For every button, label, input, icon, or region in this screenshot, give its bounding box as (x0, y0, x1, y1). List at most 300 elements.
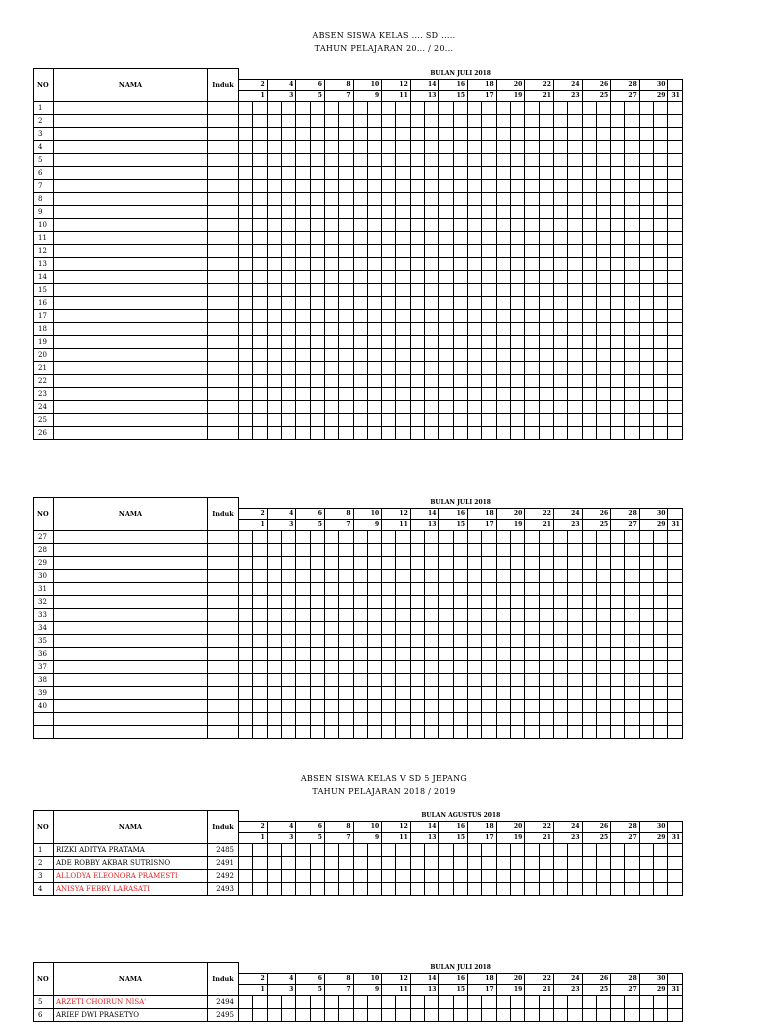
attendance-cell[interactable] (382, 1008, 396, 1021)
attendance-cell[interactable] (425, 1008, 439, 1021)
attendance-cell[interactable] (353, 856, 367, 869)
attendance-cell[interactable] (310, 647, 324, 660)
attendance-cell[interactable] (582, 140, 596, 153)
attendance-cell[interactable] (639, 244, 653, 257)
attendance-cell[interactable] (296, 621, 310, 634)
attendance-cell[interactable] (625, 426, 639, 439)
attendance-cell[interactable] (625, 530, 639, 543)
attendance-cell[interactable] (410, 309, 424, 322)
attendance-cell[interactable] (482, 309, 496, 322)
attendance-cell[interactable] (582, 179, 596, 192)
attendance-cell[interactable] (510, 882, 524, 895)
attendance-cell[interactable] (510, 335, 524, 348)
attendance-cell[interactable] (339, 218, 353, 231)
attendance-cell[interactable] (468, 426, 482, 439)
attendance-cell[interactable] (439, 153, 453, 166)
attendance-cell[interactable] (281, 231, 295, 244)
attendance-cell[interactable] (239, 335, 253, 348)
attendance-cell[interactable] (611, 335, 625, 348)
attendance-cell[interactable] (239, 530, 253, 543)
attendance-cell[interactable] (281, 283, 295, 296)
attendance-cell[interactable] (639, 530, 653, 543)
attendance-cell[interactable] (396, 712, 410, 725)
attendance-cell[interactable] (339, 114, 353, 127)
attendance-cell[interactable] (525, 530, 539, 543)
attendance-cell[interactable] (410, 361, 424, 374)
attendance-cell[interactable] (410, 882, 424, 895)
attendance-cell[interactable] (310, 595, 324, 608)
attendance-cell[interactable] (582, 400, 596, 413)
attendance-cell[interactable] (553, 114, 567, 127)
attendance-cell[interactable] (425, 348, 439, 361)
attendance-cell[interactable] (296, 712, 310, 725)
attendance-cell[interactable] (439, 634, 453, 647)
attendance-cell[interactable] (367, 348, 381, 361)
attendance-cell[interactable] (296, 231, 310, 244)
attendance-cell[interactable] (425, 101, 439, 114)
attendance-cell[interactable] (496, 127, 510, 140)
attendance-cell[interactable] (553, 647, 567, 660)
attendance-cell[interactable] (582, 686, 596, 699)
attendance-cell[interactable] (439, 647, 453, 660)
attendance-cell[interactable] (267, 621, 281, 634)
attendance-cell[interactable] (482, 179, 496, 192)
attendance-cell[interactable] (324, 270, 338, 283)
attendance-cell[interactable] (310, 869, 324, 882)
attendance-cell[interactable] (453, 699, 467, 712)
attendance-cell[interactable] (239, 309, 253, 322)
attendance-cell[interactable] (425, 231, 439, 244)
attendance-cell[interactable] (568, 426, 582, 439)
attendance-cell[interactable] (324, 634, 338, 647)
attendance-cell[interactable] (339, 725, 353, 738)
attendance-cell[interactable] (396, 179, 410, 192)
attendance-cell[interactable] (281, 309, 295, 322)
attendance-cell[interactable] (539, 101, 553, 114)
attendance-cell[interactable] (281, 995, 295, 1008)
attendance-cell[interactable] (410, 283, 424, 296)
attendance-cell[interactable] (267, 400, 281, 413)
attendance-cell[interactable] (625, 556, 639, 569)
attendance-cell[interactable] (239, 595, 253, 608)
attendance-cell[interactable] (639, 686, 653, 699)
attendance-cell[interactable] (382, 257, 396, 270)
attendance-cell[interactable] (496, 686, 510, 699)
attendance-cell[interactable] (339, 556, 353, 569)
attendance-cell[interactable] (324, 543, 338, 556)
attendance-cell[interactable] (510, 322, 524, 335)
attendance-cell[interactable] (496, 647, 510, 660)
attendance-cell[interactable] (239, 882, 253, 895)
attendance-cell[interactable] (267, 595, 281, 608)
attendance-cell[interactable] (382, 205, 396, 218)
attendance-cell[interactable] (568, 192, 582, 205)
attendance-cell[interactable] (239, 725, 253, 738)
attendance-cell[interactable] (324, 296, 338, 309)
attendance-cell[interactable] (239, 153, 253, 166)
attendance-cell[interactable] (468, 582, 482, 595)
attendance-cell[interactable] (654, 608, 668, 621)
attendance-cell[interactable] (339, 335, 353, 348)
attendance-cell[interactable] (654, 647, 668, 660)
attendance-cell[interactable] (453, 426, 467, 439)
attendance-cell[interactable] (525, 608, 539, 621)
attendance-cell[interactable] (496, 322, 510, 335)
attendance-cell[interactable] (496, 1008, 510, 1021)
attendance-cell[interactable] (596, 843, 610, 856)
attendance-cell[interactable] (582, 608, 596, 621)
attendance-cell[interactable] (425, 309, 439, 322)
attendance-cell[interactable] (324, 283, 338, 296)
attendance-cell[interactable] (553, 660, 567, 673)
attendance-cell[interactable] (439, 556, 453, 569)
attendance-cell[interactable] (510, 361, 524, 374)
attendance-cell[interactable] (668, 153, 682, 166)
attendance-cell[interactable] (367, 582, 381, 595)
attendance-cell[interactable] (539, 270, 553, 283)
attendance-cell[interactable] (482, 270, 496, 283)
attendance-cell[interactable] (611, 634, 625, 647)
attendance-cell[interactable] (625, 257, 639, 270)
attendance-cell[interactable] (639, 413, 653, 426)
attendance-cell[interactable] (654, 127, 668, 140)
attendance-cell[interactable] (267, 725, 281, 738)
attendance-cell[interactable] (639, 543, 653, 556)
attendance-cell[interactable] (367, 114, 381, 127)
attendance-cell[interactable] (496, 699, 510, 712)
attendance-cell[interactable] (382, 413, 396, 426)
attendance-cell[interactable] (410, 296, 424, 309)
attendance-cell[interactable] (324, 882, 338, 895)
attendance-cell[interactable] (339, 595, 353, 608)
attendance-cell[interactable] (239, 231, 253, 244)
attendance-cell[interactable] (639, 556, 653, 569)
attendance-cell[interactable] (367, 192, 381, 205)
attendance-cell[interactable] (510, 725, 524, 738)
attendance-cell[interactable] (310, 296, 324, 309)
attendance-cell[interactable] (382, 231, 396, 244)
attendance-cell[interactable] (382, 309, 396, 322)
attendance-cell[interactable] (396, 673, 410, 686)
attendance-cell[interactable] (281, 244, 295, 257)
attendance-cell[interactable] (239, 192, 253, 205)
attendance-cell[interactable] (539, 322, 553, 335)
attendance-cell[interactable] (310, 995, 324, 1008)
attendance-cell[interactable] (439, 244, 453, 257)
attendance-cell[interactable] (425, 270, 439, 283)
attendance-cell[interactable] (239, 869, 253, 882)
attendance-cell[interactable] (525, 270, 539, 283)
attendance-cell[interactable] (510, 179, 524, 192)
attendance-cell[interactable] (496, 205, 510, 218)
attendance-cell[interactable] (382, 869, 396, 882)
attendance-cell[interactable] (639, 621, 653, 634)
attendance-cell[interactable] (367, 556, 381, 569)
attendance-cell[interactable] (267, 608, 281, 621)
attendance-cell[interactable] (553, 426, 567, 439)
attendance-cell[interactable] (539, 114, 553, 127)
attendance-cell[interactable] (281, 660, 295, 673)
attendance-cell[interactable] (553, 140, 567, 153)
attendance-cell[interactable] (353, 205, 367, 218)
attendance-cell[interactable] (253, 686, 267, 699)
attendance-cell[interactable] (310, 257, 324, 270)
attendance-cell[interactable] (568, 582, 582, 595)
attendance-cell[interactable] (654, 114, 668, 127)
attendance-cell[interactable] (281, 582, 295, 595)
attendance-cell[interactable] (296, 556, 310, 569)
attendance-cell[interactable] (553, 205, 567, 218)
attendance-cell[interactable] (553, 856, 567, 869)
attendance-cell[interactable] (553, 400, 567, 413)
attendance-cell[interactable] (281, 374, 295, 387)
attendance-cell[interactable] (510, 348, 524, 361)
attendance-cell[interactable] (496, 179, 510, 192)
attendance-cell[interactable] (324, 348, 338, 361)
attendance-cell[interactable] (553, 322, 567, 335)
attendance-cell[interactable] (668, 995, 682, 1008)
attendance-cell[interactable] (596, 270, 610, 283)
attendance-cell[interactable] (410, 231, 424, 244)
attendance-cell[interactable] (396, 843, 410, 856)
attendance-cell[interactable] (510, 686, 524, 699)
attendance-cell[interactable] (324, 1008, 338, 1021)
attendance-cell[interactable] (468, 543, 482, 556)
attendance-cell[interactable] (425, 205, 439, 218)
attendance-cell[interactable] (510, 843, 524, 856)
attendance-cell[interactable] (539, 127, 553, 140)
attendance-cell[interactable] (425, 179, 439, 192)
attendance-cell[interactable] (539, 348, 553, 361)
attendance-cell[interactable] (324, 153, 338, 166)
attendance-cell[interactable] (239, 296, 253, 309)
attendance-cell[interactable] (654, 869, 668, 882)
attendance-cell[interactable] (353, 556, 367, 569)
attendance-cell[interactable] (668, 569, 682, 582)
attendance-cell[interactable] (296, 270, 310, 283)
attendance-cell[interactable] (510, 699, 524, 712)
attendance-cell[interactable] (310, 179, 324, 192)
attendance-cell[interactable] (468, 995, 482, 1008)
attendance-cell[interactable] (539, 140, 553, 153)
attendance-cell[interactable] (625, 995, 639, 1008)
attendance-cell[interactable] (611, 231, 625, 244)
attendance-cell[interactable] (253, 608, 267, 621)
attendance-cell[interactable] (539, 686, 553, 699)
attendance-cell[interactable] (468, 1008, 482, 1021)
attendance-cell[interactable] (439, 283, 453, 296)
attendance-cell[interactable] (339, 127, 353, 140)
attendance-cell[interactable] (439, 856, 453, 869)
attendance-cell[interactable] (539, 530, 553, 543)
attendance-cell[interactable] (668, 244, 682, 257)
attendance-cell[interactable] (353, 673, 367, 686)
attendance-cell[interactable] (410, 270, 424, 283)
attendance-cell[interactable] (596, 205, 610, 218)
attendance-cell[interactable] (281, 166, 295, 179)
attendance-cell[interactable] (339, 634, 353, 647)
attendance-cell[interactable] (396, 686, 410, 699)
attendance-cell[interactable] (482, 882, 496, 895)
attendance-cell[interactable] (611, 660, 625, 673)
attendance-cell[interactable] (539, 153, 553, 166)
attendance-cell[interactable] (568, 686, 582, 699)
attendance-cell[interactable] (639, 673, 653, 686)
attendance-cell[interactable] (410, 869, 424, 882)
attendance-cell[interactable] (496, 309, 510, 322)
attendance-cell[interactable] (239, 127, 253, 140)
attendance-cell[interactable] (568, 595, 582, 608)
attendance-cell[interactable] (425, 556, 439, 569)
attendance-cell[interactable] (654, 231, 668, 244)
attendance-cell[interactable] (439, 995, 453, 1008)
attendance-cell[interactable] (553, 673, 567, 686)
attendance-cell[interactable] (510, 869, 524, 882)
attendance-cell[interactable] (410, 257, 424, 270)
attendance-cell[interactable] (525, 335, 539, 348)
attendance-cell[interactable] (468, 387, 482, 400)
attendance-cell[interactable] (296, 699, 310, 712)
attendance-cell[interactable] (468, 673, 482, 686)
attendance-cell[interactable] (239, 283, 253, 296)
attendance-cell[interactable] (267, 348, 281, 361)
attendance-cell[interactable] (367, 621, 381, 634)
attendance-cell[interactable] (654, 244, 668, 257)
attendance-cell[interactable] (525, 387, 539, 400)
attendance-cell[interactable] (425, 283, 439, 296)
attendance-cell[interactable] (568, 608, 582, 621)
attendance-cell[interactable] (267, 244, 281, 257)
attendance-cell[interactable] (582, 244, 596, 257)
attendance-cell[interactable] (611, 348, 625, 361)
attendance-cell[interactable] (353, 101, 367, 114)
attendance-cell[interactable] (468, 595, 482, 608)
attendance-cell[interactable] (382, 660, 396, 673)
attendance-cell[interactable] (482, 192, 496, 205)
attendance-cell[interactable] (510, 205, 524, 218)
attendance-cell[interactable] (253, 995, 267, 1008)
attendance-cell[interactable] (539, 205, 553, 218)
attendance-cell[interactable] (654, 218, 668, 231)
attendance-cell[interactable] (453, 634, 467, 647)
attendance-cell[interactable] (668, 205, 682, 218)
attendance-cell[interactable] (510, 995, 524, 1008)
attendance-cell[interactable] (296, 843, 310, 856)
attendance-cell[interactable] (482, 231, 496, 244)
attendance-cell[interactable] (639, 283, 653, 296)
attendance-cell[interactable] (267, 166, 281, 179)
attendance-cell[interactable] (267, 218, 281, 231)
attendance-cell[interactable] (281, 882, 295, 895)
attendance-cell[interactable] (367, 673, 381, 686)
attendance-cell[interactable] (439, 569, 453, 582)
attendance-cell[interactable] (639, 647, 653, 660)
attendance-cell[interactable] (668, 218, 682, 231)
attendance-cell[interactable] (267, 296, 281, 309)
attendance-cell[interactable] (339, 869, 353, 882)
attendance-cell[interactable] (281, 192, 295, 205)
attendance-cell[interactable] (281, 127, 295, 140)
attendance-cell[interactable] (296, 218, 310, 231)
attendance-cell[interactable] (596, 140, 610, 153)
attendance-cell[interactable] (668, 621, 682, 634)
attendance-cell[interactable] (410, 426, 424, 439)
attendance-cell[interactable] (310, 322, 324, 335)
attendance-cell[interactable] (582, 869, 596, 882)
attendance-cell[interactable] (668, 856, 683, 869)
attendance-cell[interactable] (639, 270, 653, 283)
attendance-cell[interactable] (625, 192, 639, 205)
attendance-cell[interactable] (296, 426, 310, 439)
attendance-cell[interactable] (296, 400, 310, 413)
attendance-cell[interactable] (596, 179, 610, 192)
attendance-cell[interactable] (568, 647, 582, 660)
attendance-cell[interactable] (553, 101, 567, 114)
attendance-cell[interactable] (654, 843, 668, 856)
attendance-cell[interactable] (510, 543, 524, 556)
attendance-cell[interactable] (281, 556, 295, 569)
attendance-cell[interactable] (324, 647, 338, 660)
attendance-cell[interactable] (525, 673, 539, 686)
attendance-cell[interactable] (510, 114, 524, 127)
attendance-cell[interactable] (611, 995, 625, 1008)
attendance-cell[interactable] (439, 218, 453, 231)
attendance-cell[interactable] (639, 127, 653, 140)
attendance-cell[interactable] (439, 712, 453, 725)
attendance-cell[interactable] (453, 309, 467, 322)
attendance-cell[interactable] (296, 335, 310, 348)
attendance-cell[interactable] (453, 543, 467, 556)
attendance-cell[interactable] (239, 257, 253, 270)
attendance-cell[interactable] (410, 179, 424, 192)
attendance-cell[interactable] (296, 569, 310, 582)
attendance-cell[interactable] (324, 712, 338, 725)
attendance-cell[interactable] (668, 582, 682, 595)
attendance-cell[interactable] (582, 218, 596, 231)
attendance-cell[interactable] (525, 712, 539, 725)
attendance-cell[interactable] (410, 673, 424, 686)
attendance-cell[interactable] (425, 387, 439, 400)
attendance-cell[interactable] (639, 426, 653, 439)
attendance-cell[interactable] (410, 634, 424, 647)
attendance-cell[interactable] (553, 348, 567, 361)
attendance-cell[interactable] (639, 387, 653, 400)
attendance-cell[interactable] (482, 374, 496, 387)
attendance-cell[interactable] (353, 882, 367, 895)
attendance-cell[interactable] (310, 231, 324, 244)
attendance-cell[interactable] (510, 296, 524, 309)
attendance-cell[interactable] (410, 127, 424, 140)
attendance-cell[interactable] (525, 218, 539, 231)
attendance-cell[interactable] (410, 582, 424, 595)
attendance-cell[interactable] (525, 244, 539, 257)
attendance-cell[interactable] (668, 296, 682, 309)
attendance-cell[interactable] (353, 543, 367, 556)
attendance-cell[interactable] (396, 543, 410, 556)
attendance-cell[interactable] (296, 140, 310, 153)
attendance-cell[interactable] (353, 608, 367, 621)
attendance-cell[interactable] (510, 621, 524, 634)
attendance-cell[interactable] (253, 634, 267, 647)
attendance-cell[interactable] (382, 582, 396, 595)
attendance-cell[interactable] (668, 712, 682, 725)
attendance-cell[interactable] (596, 686, 610, 699)
attendance-cell[interactable] (267, 530, 281, 543)
attendance-cell[interactable] (611, 699, 625, 712)
attendance-cell[interactable] (296, 595, 310, 608)
attendance-cell[interactable] (525, 127, 539, 140)
attendance-cell[interactable] (654, 335, 668, 348)
